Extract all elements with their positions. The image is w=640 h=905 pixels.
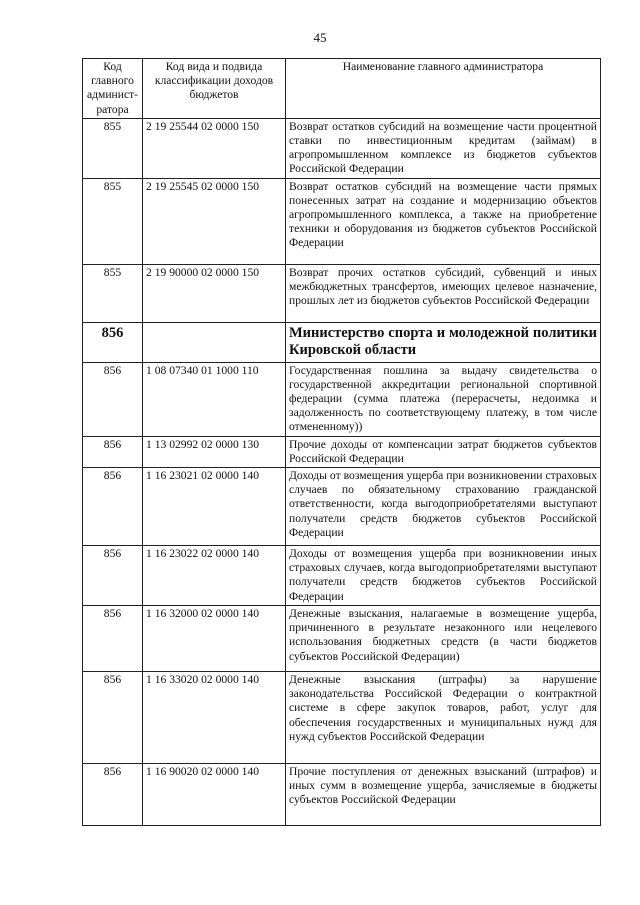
table-row bbox=[83, 606, 601, 672]
table-row bbox=[83, 264, 601, 322]
admin-code-cell: 856 bbox=[83, 606, 143, 672]
header-name: Наименование главного администратора bbox=[286, 59, 601, 119]
kbk-cell: 1 16 23022 02 0000 140 bbox=[143, 546, 286, 606]
name-cell: Возврат прочих остатков субсидий, субвенций и иных межбюджетных трансфертов, имеющих целевое назначение, прошлых лет из бюджетов субъектов Российской Федерации bbox=[286, 264, 601, 322]
kbk-cell: 1 13 02992 02 0000 130 bbox=[143, 436, 286, 467]
table-row bbox=[83, 546, 601, 606]
table-row bbox=[83, 672, 601, 764]
name-cell: Денежные взыскания, налагаемые в возмещение ущерба, причиненного в результате незаконного или нецелевого использования бюджетных средств (в части бюджетов субъектов Российской Федерации) bbox=[286, 606, 601, 672]
admin-code-cell: 856 bbox=[83, 764, 143, 826]
table-header-row bbox=[83, 59, 601, 119]
kbk-cell: 2 19 90000 02 0000 150 bbox=[143, 264, 286, 322]
admin-code-cell: 855 bbox=[83, 264, 143, 322]
kbk-cell: 1 08 07340 01 1000 110 bbox=[143, 362, 286, 436]
admin-code-cell: 856 bbox=[83, 362, 143, 436]
ministry-code-cell: 856 bbox=[83, 322, 143, 362]
admin-code-cell: 856 bbox=[83, 546, 143, 606]
table-row bbox=[83, 118, 601, 178]
name-cell: Прочие поступления от денежных взысканий (штрафов) и иных сумм в возмещение ущерба, зачисляемые в бюджеты субъектов Российской Федерации bbox=[286, 764, 601, 826]
table-row bbox=[83, 468, 601, 546]
header-kbk: Код вида и подвида классификации доходов бюджетов bbox=[143, 59, 286, 119]
admin-code-cell: 855 bbox=[83, 118, 143, 178]
name-cell: Возврат остатков субсидий на возмещение части процентной ставки по инвестиционным кредитам (займам) в агропромышленном комплексе из бюджетов субъектов Российской Федерации bbox=[286, 118, 601, 178]
name-cell: Государственная пошлина за выдачу свидетельства о государственной аккредитации региональной спортивной федерации (сумма платежа (перерасчеты, недоимка и задолженность по соответствующему платежу, в том числе отмененному)) bbox=[286, 362, 601, 436]
kbk-cell: 1 16 33020 02 0000 140 bbox=[143, 672, 286, 764]
kbk-cell: 1 16 90020 02 0000 140 bbox=[143, 764, 286, 826]
admin-code-cell: 856 bbox=[83, 436, 143, 467]
kbk-cell: 2 19 25545 02 0000 150 bbox=[143, 178, 286, 264]
name-cell: Возврат остатков субсидий на возмещение части прямых понесенных затрат на создание и модернизацию объектов агропромышленного комплекса, а также на приобретение техники и оборудования из бюджетов субъектов Российской Федерации bbox=[286, 178, 601, 264]
name-cell: Доходы от возмещения ущерба при возникновении иных страховых случаев, когда выгодоприобретателями выступают получатели средств бюджетов субъектов Российской Федерации bbox=[286, 546, 601, 606]
admin-code-cell: 856 bbox=[83, 672, 143, 764]
table-row bbox=[83, 362, 601, 436]
kbk-cell: 2 19 25544 02 0000 150 bbox=[143, 118, 286, 178]
table-row bbox=[83, 436, 601, 467]
page-number: 45 bbox=[313, 30, 327, 45]
name-cell: Доходы от возмещения ущерба при возникновении страховых случаев по обязательному страхованию гражданской ответственности, когда выгодоприобретателями выступают получатели средств бюджетов субъектов Российской Федерации bbox=[286, 468, 601, 546]
kbk-cell bbox=[143, 322, 286, 362]
ministry-row bbox=[83, 322, 601, 362]
ministry-name-cell: Министерство спорта и молодежной политики Кировской области bbox=[286, 322, 601, 362]
name-cell: Денежные взыскания (штрафы) за нарушение законодательства Российской Федерации о контрактной системе в сфере закупок товаров, работ, услуг для обеспечения государственных и муниципальных нужд для нужд субъектов Российской Федерации bbox=[286, 672, 601, 764]
revenue-administrators-table bbox=[82, 58, 601, 826]
admin-code-cell: 855 bbox=[83, 178, 143, 264]
header-admin-code: Код главного админист-ратора bbox=[83, 59, 143, 119]
admin-code-cell: 856 bbox=[83, 468, 143, 546]
table-row bbox=[83, 178, 601, 264]
kbk-cell: 1 16 32000 02 0000 140 bbox=[143, 606, 286, 672]
name-cell: Прочие доходы от компенсации затрат бюджетов субъектов Российской Федерации bbox=[286, 436, 601, 467]
table-row bbox=[83, 764, 601, 826]
kbk-cell: 1 16 23021 02 0000 140 bbox=[143, 468, 286, 546]
